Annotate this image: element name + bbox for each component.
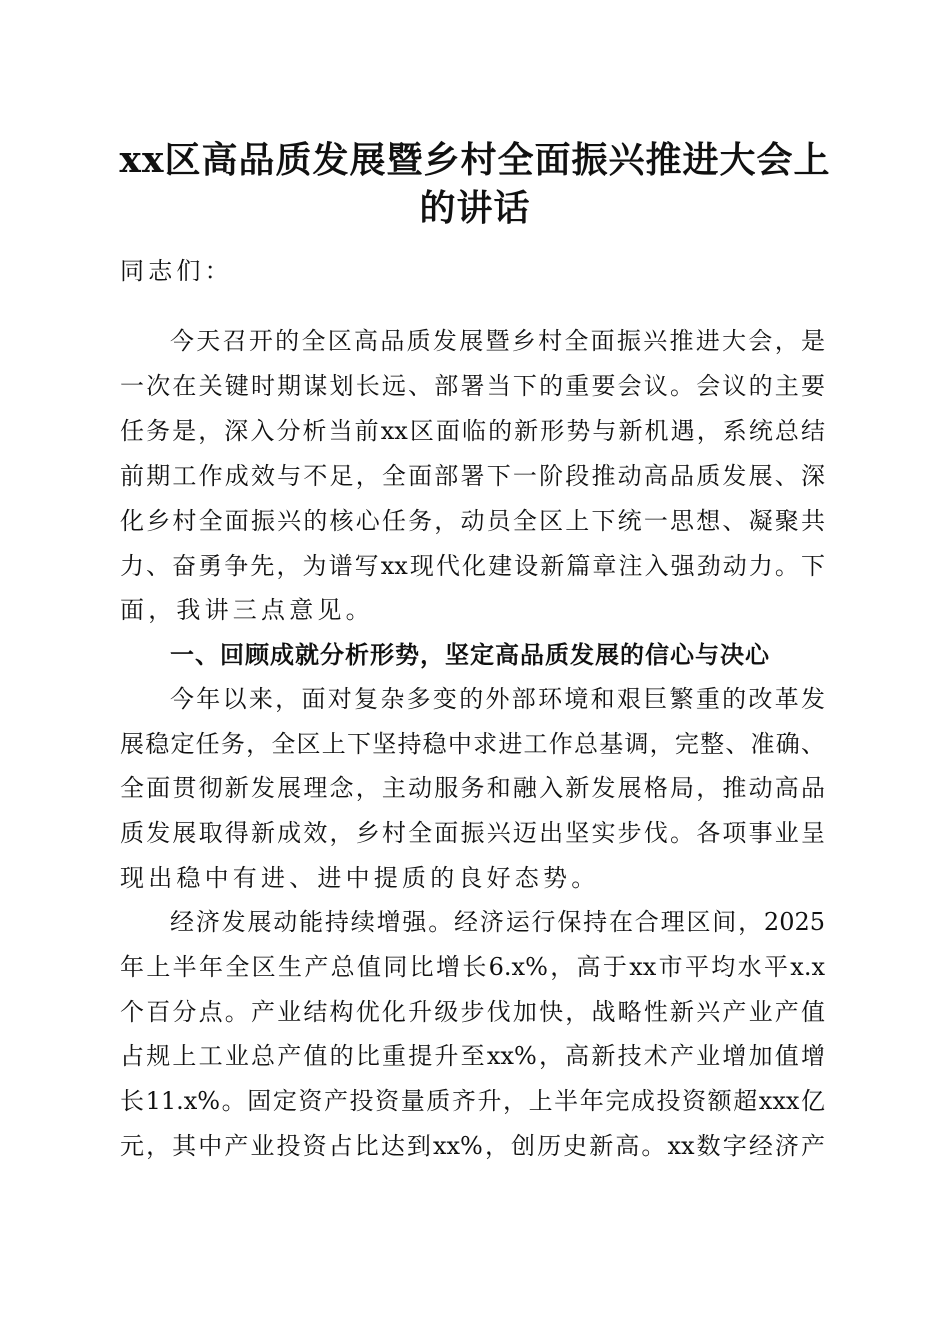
- para1-line: 化乡村全面振兴的核心任务，动员全区上下统一思想、凝聚共: [120, 507, 825, 535]
- section-heading-1: 一、回顾成就分析形势，坚定高品质发展的信心与决心: [170, 641, 770, 669]
- para3-line: 元，其中产业投资占比达到xx%，创历史新高。xx数字经济产: [120, 1132, 825, 1160]
- para3-line: 经济发展动能持续增强。经济运行保持在合理区间，2025: [170, 908, 825, 936]
- para3-line: 个百分点。产业结构优化升级步伐加快，战略性新兴产业产值: [120, 998, 825, 1026]
- para2-line: 全面贯彻新发展理念，主动服务和融入新发展格局，推动高品: [120, 774, 825, 802]
- para2-line: 展稳定任务，全区上下坚持稳中求进工作总基调，完整、准确、: [120, 730, 825, 758]
- salutation: 同志们：: [120, 257, 233, 285]
- para3-line: 占规上工业总产值的比重提升至xx%，高新技术产业增加值增: [120, 1042, 825, 1070]
- document-title-line-1: xx区高品质发展暨乡村全面振兴推进大会上: [119, 139, 831, 181]
- document-title-line-2: 的讲话: [419, 187, 531, 229]
- para2-line: 质发展取得新成效，乡村全面振兴迈出坚实步伐。各项事业呈: [120, 819, 825, 847]
- para1-line: 今天召开的全区高品质发展暨乡村全面振兴推进大会，是: [170, 327, 825, 355]
- para2-line: 现出稳中有进、进中提质的良好态势。: [120, 864, 600, 892]
- para1-line: 力、奋勇争先，为谱写xx现代化建设新篇章注入强劲动力。下: [120, 552, 825, 580]
- para1-line: 一次在关键时期谋划长远、部署当下的重要会议。会议的主要: [120, 372, 825, 400]
- para3-line: 年上半年全区生产总值同比增长6.x%，高于xx市平均水平x.x: [120, 953, 825, 981]
- para2-line: 今年以来，面对复杂多变的外部环境和艰巨繁重的改革发: [170, 685, 825, 713]
- para1-line: 面，我讲三点意见。: [120, 596, 374, 624]
- para1-line: 前期工作成效与不足，全面部署下一阶段推动高品质发展、深: [120, 462, 825, 490]
- para1-line: 任务是，深入分析当前xx区面临的新形势与新机遇，系统总结: [120, 417, 825, 445]
- para3-line: 长11.x%。固定资产投资量质齐升，上半年完成投资额超xxx亿: [120, 1087, 825, 1115]
